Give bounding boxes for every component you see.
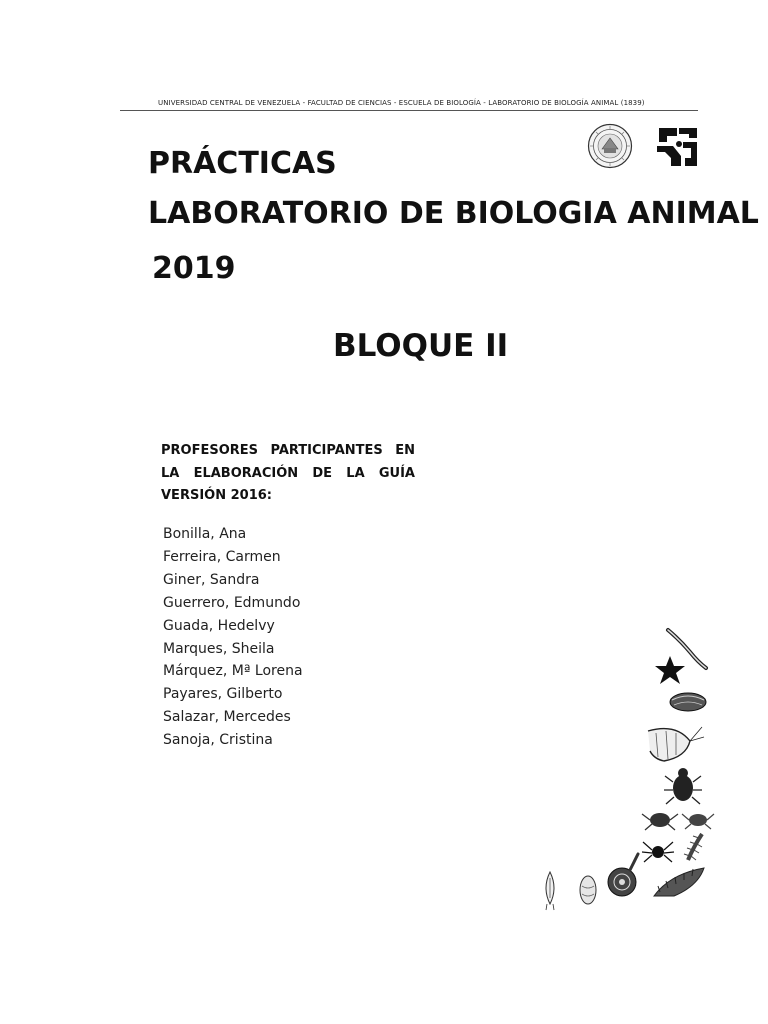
header-institution-line: UNIVERSIDAD CENTRAL DE VENEZUELA - FACULTAD DE CIENCIAS - ESCUELA DE BIOLOGÍA - LABORATORIO DE BIOLOGÍA ANIMAL (1839) [158, 99, 645, 107]
title-line-practicas: PRÁCTICAS [148, 146, 337, 181]
animal-diversity-illustration [530, 620, 760, 920]
faculty-logo-icon [655, 126, 699, 168]
jellyfish-icon [580, 876, 596, 904]
starfish-icon [655, 656, 685, 684]
larva-icon [546, 872, 554, 910]
block-title: BLOQUE II [333, 328, 509, 364]
header-rule [120, 110, 698, 111]
professors-heading-line-3: VERSIÓN 2016: [161, 488, 272, 503]
professors-heading [161, 440, 415, 508]
slug-icon [654, 868, 704, 896]
shrimp-icon [648, 727, 704, 761]
professor-name: Giner, Sandra [163, 571, 260, 588]
professor-name: Sanoja, Cristina [163, 732, 273, 749]
mussel-icon [670, 693, 706, 711]
professor-name: Bonilla, Ana [163, 526, 247, 542]
spider-icon [642, 842, 674, 862]
professor-name: Guerrero, Edmundo [163, 594, 301, 611]
university-seal-icon [587, 123, 633, 169]
crab-icon [642, 813, 678, 830]
professor-name: Ferreira, Carmen [163, 548, 281, 565]
professor-name: Marques, Sheila [163, 640, 275, 657]
professor-name: Guada, Hedelvy [163, 617, 275, 634]
professors-list [163, 523, 303, 752]
worm-icon [668, 630, 706, 668]
professor-name: Márquez, Mª Lorena [163, 663, 303, 680]
title-line-laboratorio: LABORATORIO DE BIOLOGIA ANIMAL [148, 196, 759, 231]
professor-name: Salazar, Mercedes [163, 709, 291, 726]
centipede-icon [684, 834, 702, 860]
beetle-icon [664, 768, 702, 804]
professor-name: Payares, Gilberto [163, 686, 283, 703]
professors-heading-line-2: LA ELABORACIÓN DE LA GUÍA [161, 465, 415, 481]
title-year: 2019 [152, 251, 236, 286]
crab-icon [682, 814, 714, 829]
professors-heading-line-1: PROFESORES PARTICIPANTES EN [161, 443, 415, 458]
snail-icon [608, 854, 638, 896]
